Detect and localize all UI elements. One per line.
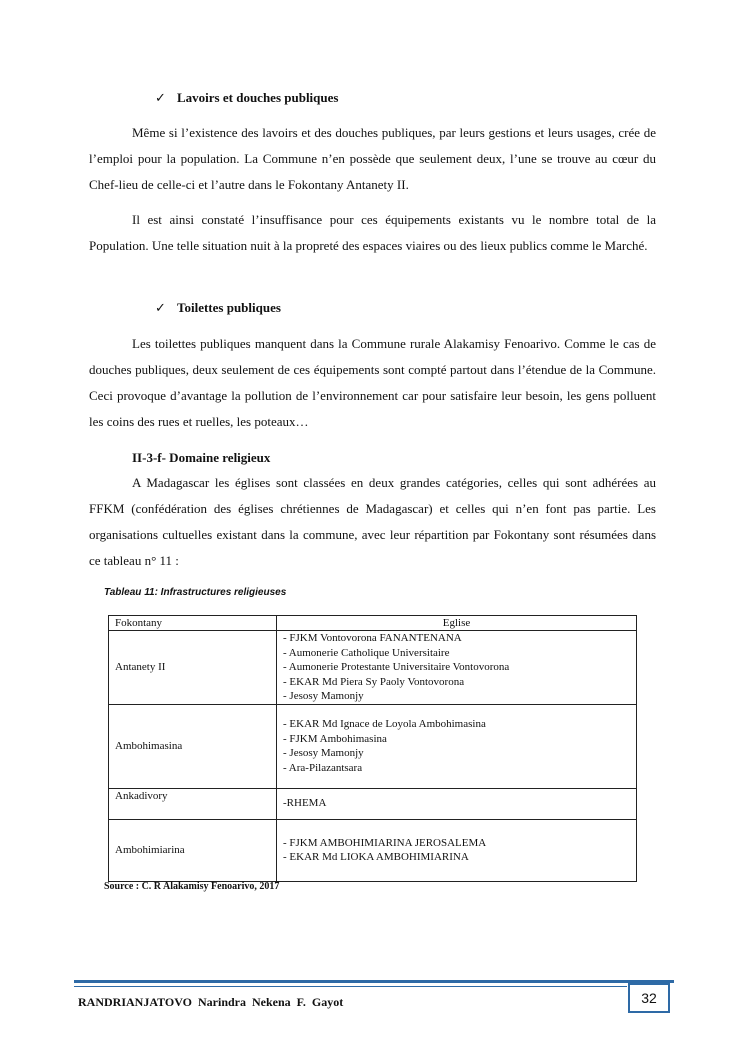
eglise-cell [277,631,637,705]
section-heading-religieux: II-3-f- Domaine religieux [132,450,271,465]
list-item: - EKAR Md Piera Sy Paoly Vontovorona [283,675,465,688]
list-item: - Aumonerie Protestante Universitaire Vontovorona [283,661,510,673]
heading-toilettes [155,299,281,317]
checkmark-icon: ✓ [155,300,166,315]
fokontany-cell: Ambohimasina [109,704,277,788]
table-row [109,788,637,819]
table-header-row [109,616,637,631]
footer-divider-thick [74,980,674,983]
fokontany-cell: Ambohimiarina [109,819,277,881]
list-item: - Ara-Pilazantsara [283,761,363,774]
heading-toilettes-text: Toilettes publiques [177,300,281,315]
checkmark-icon: ✓ [155,90,166,105]
eglise-list [283,796,630,811]
table-source: Source : C. R Alakamisy Fenoarivo, 2017 [104,881,280,892]
eglise-cell [277,819,637,881]
eglise-list [283,717,630,775]
list-item: - FJKM Ambohimasina [283,732,387,745]
table-row [109,704,637,788]
paragraph-religieux: A Madagascar les églises sont classées en deux grandes catégories, celles qui sont adhérées au FFKM (confédération des églises chrétiennes de Madagascar) et celles qui n’en font pas partie. Les organisations cultuelles existant dans la commune, avec leur répartition par Fokontany sont résumées dans ce tableau n° 11 : [89,475,656,568]
table-caption: Tableau 11: Infrastructures religieuses [104,587,287,598]
eglise-list [283,836,630,865]
list-item: -RHEMA [283,797,327,810]
paragraph-insuffisance: Il est ainsi constaté l’insuffisance pour ces équipements existants vu le nombre total de la Population. Une telle situation nuit à la propreté des espaces viaires ou des lieux publics comme le Marché. [89,212,656,253]
list-item: - Aumonerie Catholique Universitaire [283,646,450,659]
heading-lavoirs [155,89,338,107]
eglise-cell [277,704,637,788]
eglise-list [283,631,630,704]
paragraph-lavoirs: Même si l’existence des lavoirs et des douches publiques, par leurs gestions et leurs usages, crée de l’emploi pour la population. La Commune n’en possède que seulement deux, l’une se trouve au cœur du Chef-lieu de celle-ci et l’autre dans le Fokontany Antanety II. [89,125,656,192]
list-item: - Jesosy Mamonjy [283,690,364,702]
table-row [109,631,637,705]
footer-author: RANDRIANJATOVO Narindra Nekena F. Gayot [78,995,344,1009]
table-row [109,819,637,881]
footer-divider-thin [74,986,627,987]
heading-lavoirs-text: Lavoirs et douches publiques [177,90,339,105]
eglise-cell [277,788,637,819]
header-fokontany: Fokontany [109,616,277,631]
list-item: - Jesosy Mamonjy [283,747,364,759]
header-eglise: Eglise [277,616,637,631]
religious-infrastructure-table [108,615,637,882]
list-item: - FJKM AMBOHIMIARINA JEROSALEMA [283,836,487,849]
fokontany-cell: Ankadivory [109,788,277,819]
list-item: - FJKM Vontovorona FANANTENANA [283,632,462,644]
list-item: - EKAR Md Ignace de Loyola Ambohimasina [283,718,486,730]
page-number: 32 [628,983,670,1013]
list-item: - EKAR Md LIOKA AMBOHIMIARINA [283,851,469,863]
fokontany-cell: Antanety II [109,631,277,705]
paragraph-toilettes: Les toilettes publiques manquent dans la Commune rurale Alakamisy Fenoarivo. Comme le cas de douches publiques, deux seulement de ces équipements sont compté partout dans l’étendue de la Commune. Ceci provoque d’avantage la pollution de l’environnement car pour satisfaire leur besoin, les gens polluent les coins des rues et ruelles, les poteaux… [89,336,656,429]
